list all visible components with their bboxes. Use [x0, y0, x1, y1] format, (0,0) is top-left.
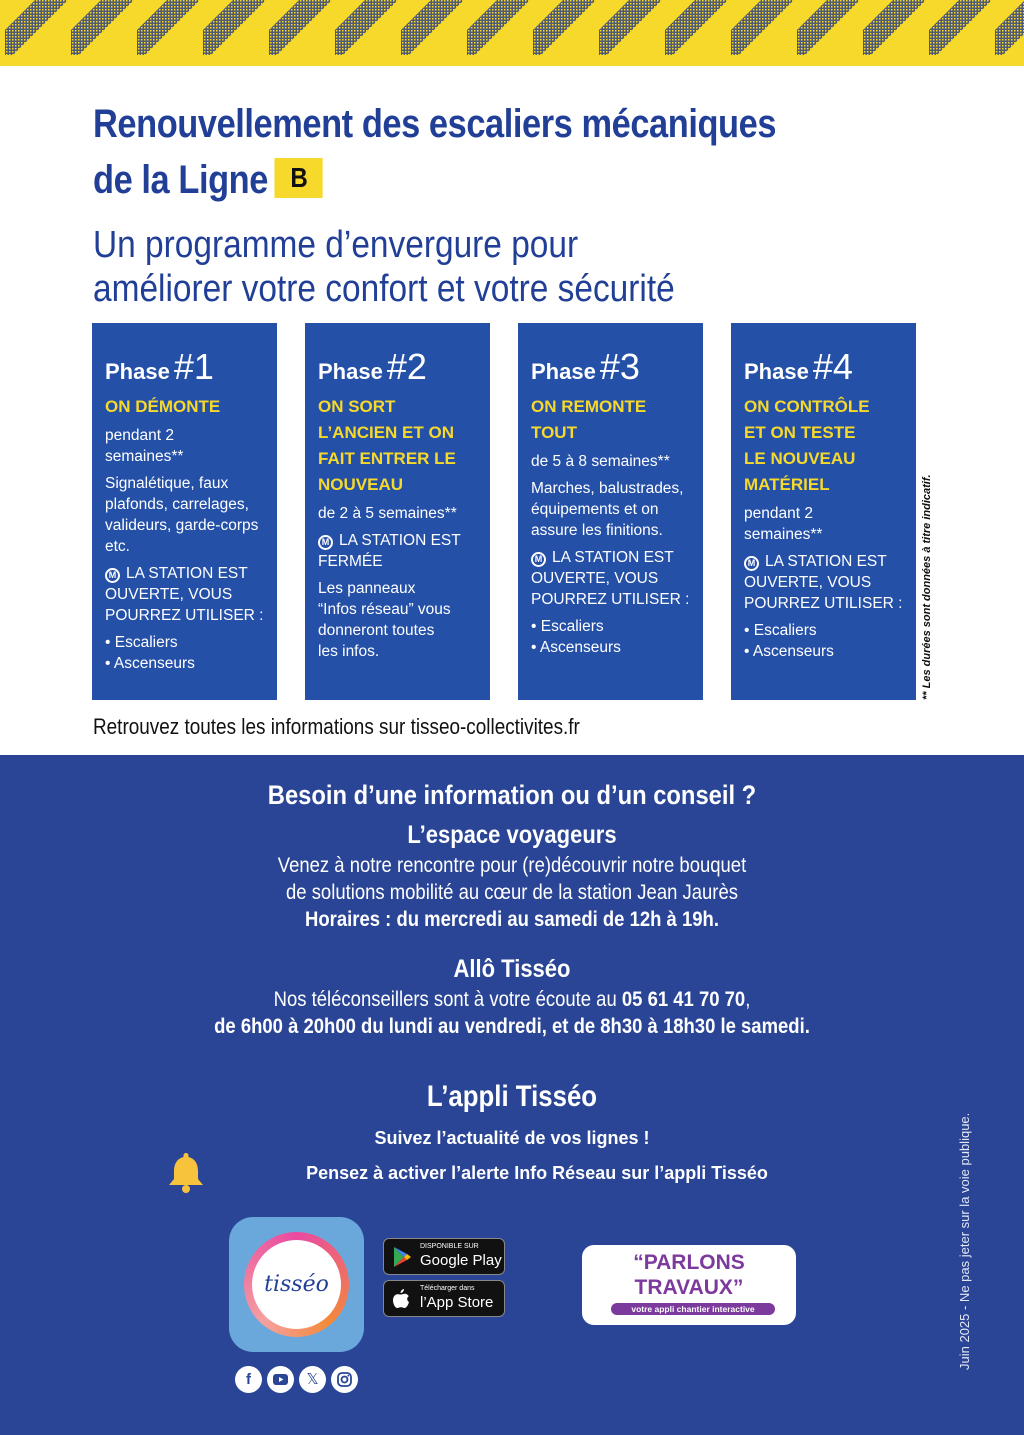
phase-status — [531, 547, 691, 610]
parlons-travaux-logo[interactable] — [582, 1245, 796, 1325]
contact-heading: Besoin d’une information ou d’un conseil ? — [267, 780, 757, 810]
phase-action: ON REMONTE TOUT — [531, 397, 647, 442]
phase-action: ON SORT L’ANCIEN ET ON FAIT ENTRER LE NOUVEAU — [318, 397, 456, 494]
app-icon-wordmark: tisséo — [252, 1240, 341, 1329]
phase-status-text: LA STATION EST FERMÉE — [318, 532, 461, 570]
hazard-stripe — [71, 0, 134, 55]
espace-line-2: de solutions mobilité au cœur de la station Jean Jaurès — [286, 881, 738, 904]
phase-status-text: LA STATION EST OUVERTE, VOUS POURREZ UTILISER : — [105, 565, 264, 624]
allo-line-2: de 6h00 à 20h00 du lundi au vendredi, et de 8h30 à 18h30 le samedi. — [214, 1015, 810, 1038]
google-play-small-text: DISPONIBLE SUR — [420, 1243, 479, 1250]
phase-action: ON DÉMONTE — [105, 397, 221, 416]
list-item: • Escaliers — [105, 632, 265, 653]
list-item: • Escaliers — [744, 620, 904, 641]
phase-duration: pendant 2 semaines** — [105, 427, 184, 465]
app-store-small-text: Télécharger dans — [420, 1285, 475, 1292]
hazard-stripe — [335, 0, 398, 55]
phase-label: Phase — [318, 359, 383, 384]
hazard-stripe — [5, 0, 68, 55]
duration-footnote: ** Les durées sont données à titre indicatif. — [921, 474, 933, 700]
bell-icon — [165, 1150, 207, 1201]
hazard-stripe — [401, 0, 464, 55]
app-line-1: Suivez l’actualité de vos lignes ! — [374, 1128, 650, 1148]
parlons-line-2: TRAVAUX” — [634, 1276, 744, 1299]
hazard-stripe — [797, 0, 860, 55]
phase-action: ON CONTRÔLE ET ON TESTE LE NOUVEAU MATÉRIEL — [744, 397, 870, 494]
espace-line-1: Venez à notre rencontre pour (re)découvrir notre bouquet — [277, 854, 747, 877]
hazard-stripe — [665, 0, 728, 55]
subtitle-line-1: Un programme d’envergure pour — [93, 224, 579, 266]
list-item: • Escaliers — [531, 616, 691, 637]
phase-card-1 — [92, 323, 277, 700]
hazard-stripe — [599, 0, 662, 55]
hazard-stripe — [863, 0, 926, 55]
instagram-icon[interactable] — [331, 1366, 358, 1393]
title-line-2 — [93, 152, 833, 208]
phase-status — [105, 563, 265, 626]
espace-hours: Horaires : du mercredi au samedi de 12h à 19h. — [305, 908, 719, 931]
allo-line-1-text: Nos téléconseillers sont à votre écoute au — [273, 988, 622, 1011]
phase-number: #3 — [599, 346, 640, 387]
app-title: L’appli Tisséo — [426, 1080, 598, 1113]
phase-title — [105, 347, 265, 392]
metro-icon: M — [744, 556, 759, 571]
phase-card-4 — [731, 323, 916, 700]
page-subtitle — [93, 223, 885, 311]
phase-description: Les panneaux “Infos réseau” vous donneront toutes les infos. — [318, 580, 451, 660]
phase-duration: de 5 à 8 semaines** — [531, 453, 670, 470]
list-item: • Ascenseurs — [531, 637, 691, 658]
subtitle-line-2: améliorer votre confort et votre sécurité — [93, 268, 675, 310]
phase-title — [531, 347, 691, 392]
tisseo-app-icon[interactable] — [229, 1217, 364, 1352]
google-play-icon — [392, 1246, 412, 1268]
title-line-2-text: de la Ligne — [93, 158, 268, 202]
legal-notice: Juin 2025 - Ne pas jeter sur la voie publique. — [957, 1112, 972, 1370]
apple-icon — [392, 1288, 410, 1310]
phase-duration: pendant 2 semaines** — [744, 505, 823, 543]
youtube-icon[interactable] — [267, 1366, 294, 1393]
hazard-stripe — [137, 0, 200, 55]
phase-title — [318, 347, 478, 392]
espace-voyageurs-title: L’espace voyageurs — [407, 821, 617, 849]
app-store-button[interactable] — [383, 1280, 505, 1317]
phase-card-3 — [518, 323, 703, 700]
title-line-1: Renouvellement des escaliers mécaniques — [93, 102, 777, 146]
facebook-icon[interactable]: f — [235, 1366, 262, 1393]
contact-section — [0, 755, 1024, 1435]
phase-card-2 — [305, 323, 490, 700]
phase-status-text: LA STATION EST OUVERTE, VOUS POURREZ UTILISER : — [531, 549, 690, 608]
allo-line-1-suffix: , — [745, 988, 751, 1011]
phone-number[interactable]: 05 61 41 70 70 — [621, 988, 746, 1011]
hazard-stripe — [929, 0, 992, 55]
phase-facilities — [105, 632, 265, 674]
app-line-2: Pensez à activer l’alerte Info Réseau sur l’appli Tisséo — [306, 1163, 768, 1183]
x-icon[interactable]: 𝕏 — [299, 1366, 326, 1393]
phase-label: Phase — [531, 359, 596, 384]
hazard-stripe — [203, 0, 266, 55]
google-play-button[interactable] — [383, 1238, 505, 1275]
hazard-stripe — [269, 0, 332, 55]
google-play-label: Google Play — [420, 1252, 502, 1269]
allo-line-1 — [61, 987, 962, 1013]
phase-status — [318, 530, 478, 572]
phase-facilities — [744, 620, 904, 662]
phase-number: #4 — [812, 346, 853, 387]
app-store-label: l’App Store — [420, 1294, 494, 1311]
phase-description: Marches, balustrades, équipements et on assure les finitions. — [531, 480, 684, 539]
metro-icon: M — [105, 568, 120, 583]
page-title — [93, 96, 833, 208]
phase-description: Signalétique, faux plafonds, carrelages, valideurs, garde-corps etc. — [105, 475, 259, 555]
hazard-stripe — [467, 0, 530, 55]
app-icon-ring — [244, 1232, 349, 1337]
phase-number: #2 — [386, 346, 427, 387]
line-b-badge: B — [275, 158, 323, 198]
list-item: • Ascenseurs — [105, 653, 265, 674]
parlons-line-1: “PARLONS — [633, 1251, 745, 1274]
stripes-graphic — [0, 0, 1024, 66]
metro-icon: M — [318, 535, 333, 550]
website-link[interactable]: Retrouvez toutes les informations sur tisseo-collectivites.fr — [93, 714, 580, 739]
phase-duration: de 2 à 5 semaines** — [318, 505, 457, 522]
phase-label: Phase — [744, 359, 809, 384]
phase-title — [744, 347, 904, 392]
hazard-stripe-banner — [0, 0, 1024, 66]
phase-number: #1 — [173, 346, 214, 387]
phase-status — [744, 551, 904, 614]
hazard-stripe — [731, 0, 794, 55]
phase-label: Phase — [105, 359, 170, 384]
hazard-stripe — [533, 0, 596, 55]
parlons-tagline: votre appli chantier interactive — [611, 1303, 775, 1315]
metro-icon: M — [531, 552, 546, 567]
allo-tisseo-title: Allô Tisséo — [453, 955, 571, 983]
hazard-stripe — [995, 0, 1024, 55]
list-item: • Ascenseurs — [744, 641, 904, 662]
phase-status-text: LA STATION EST OUVERTE, VOUS POURREZ UTILISER : — [744, 553, 903, 612]
phase-facilities — [531, 616, 691, 658]
